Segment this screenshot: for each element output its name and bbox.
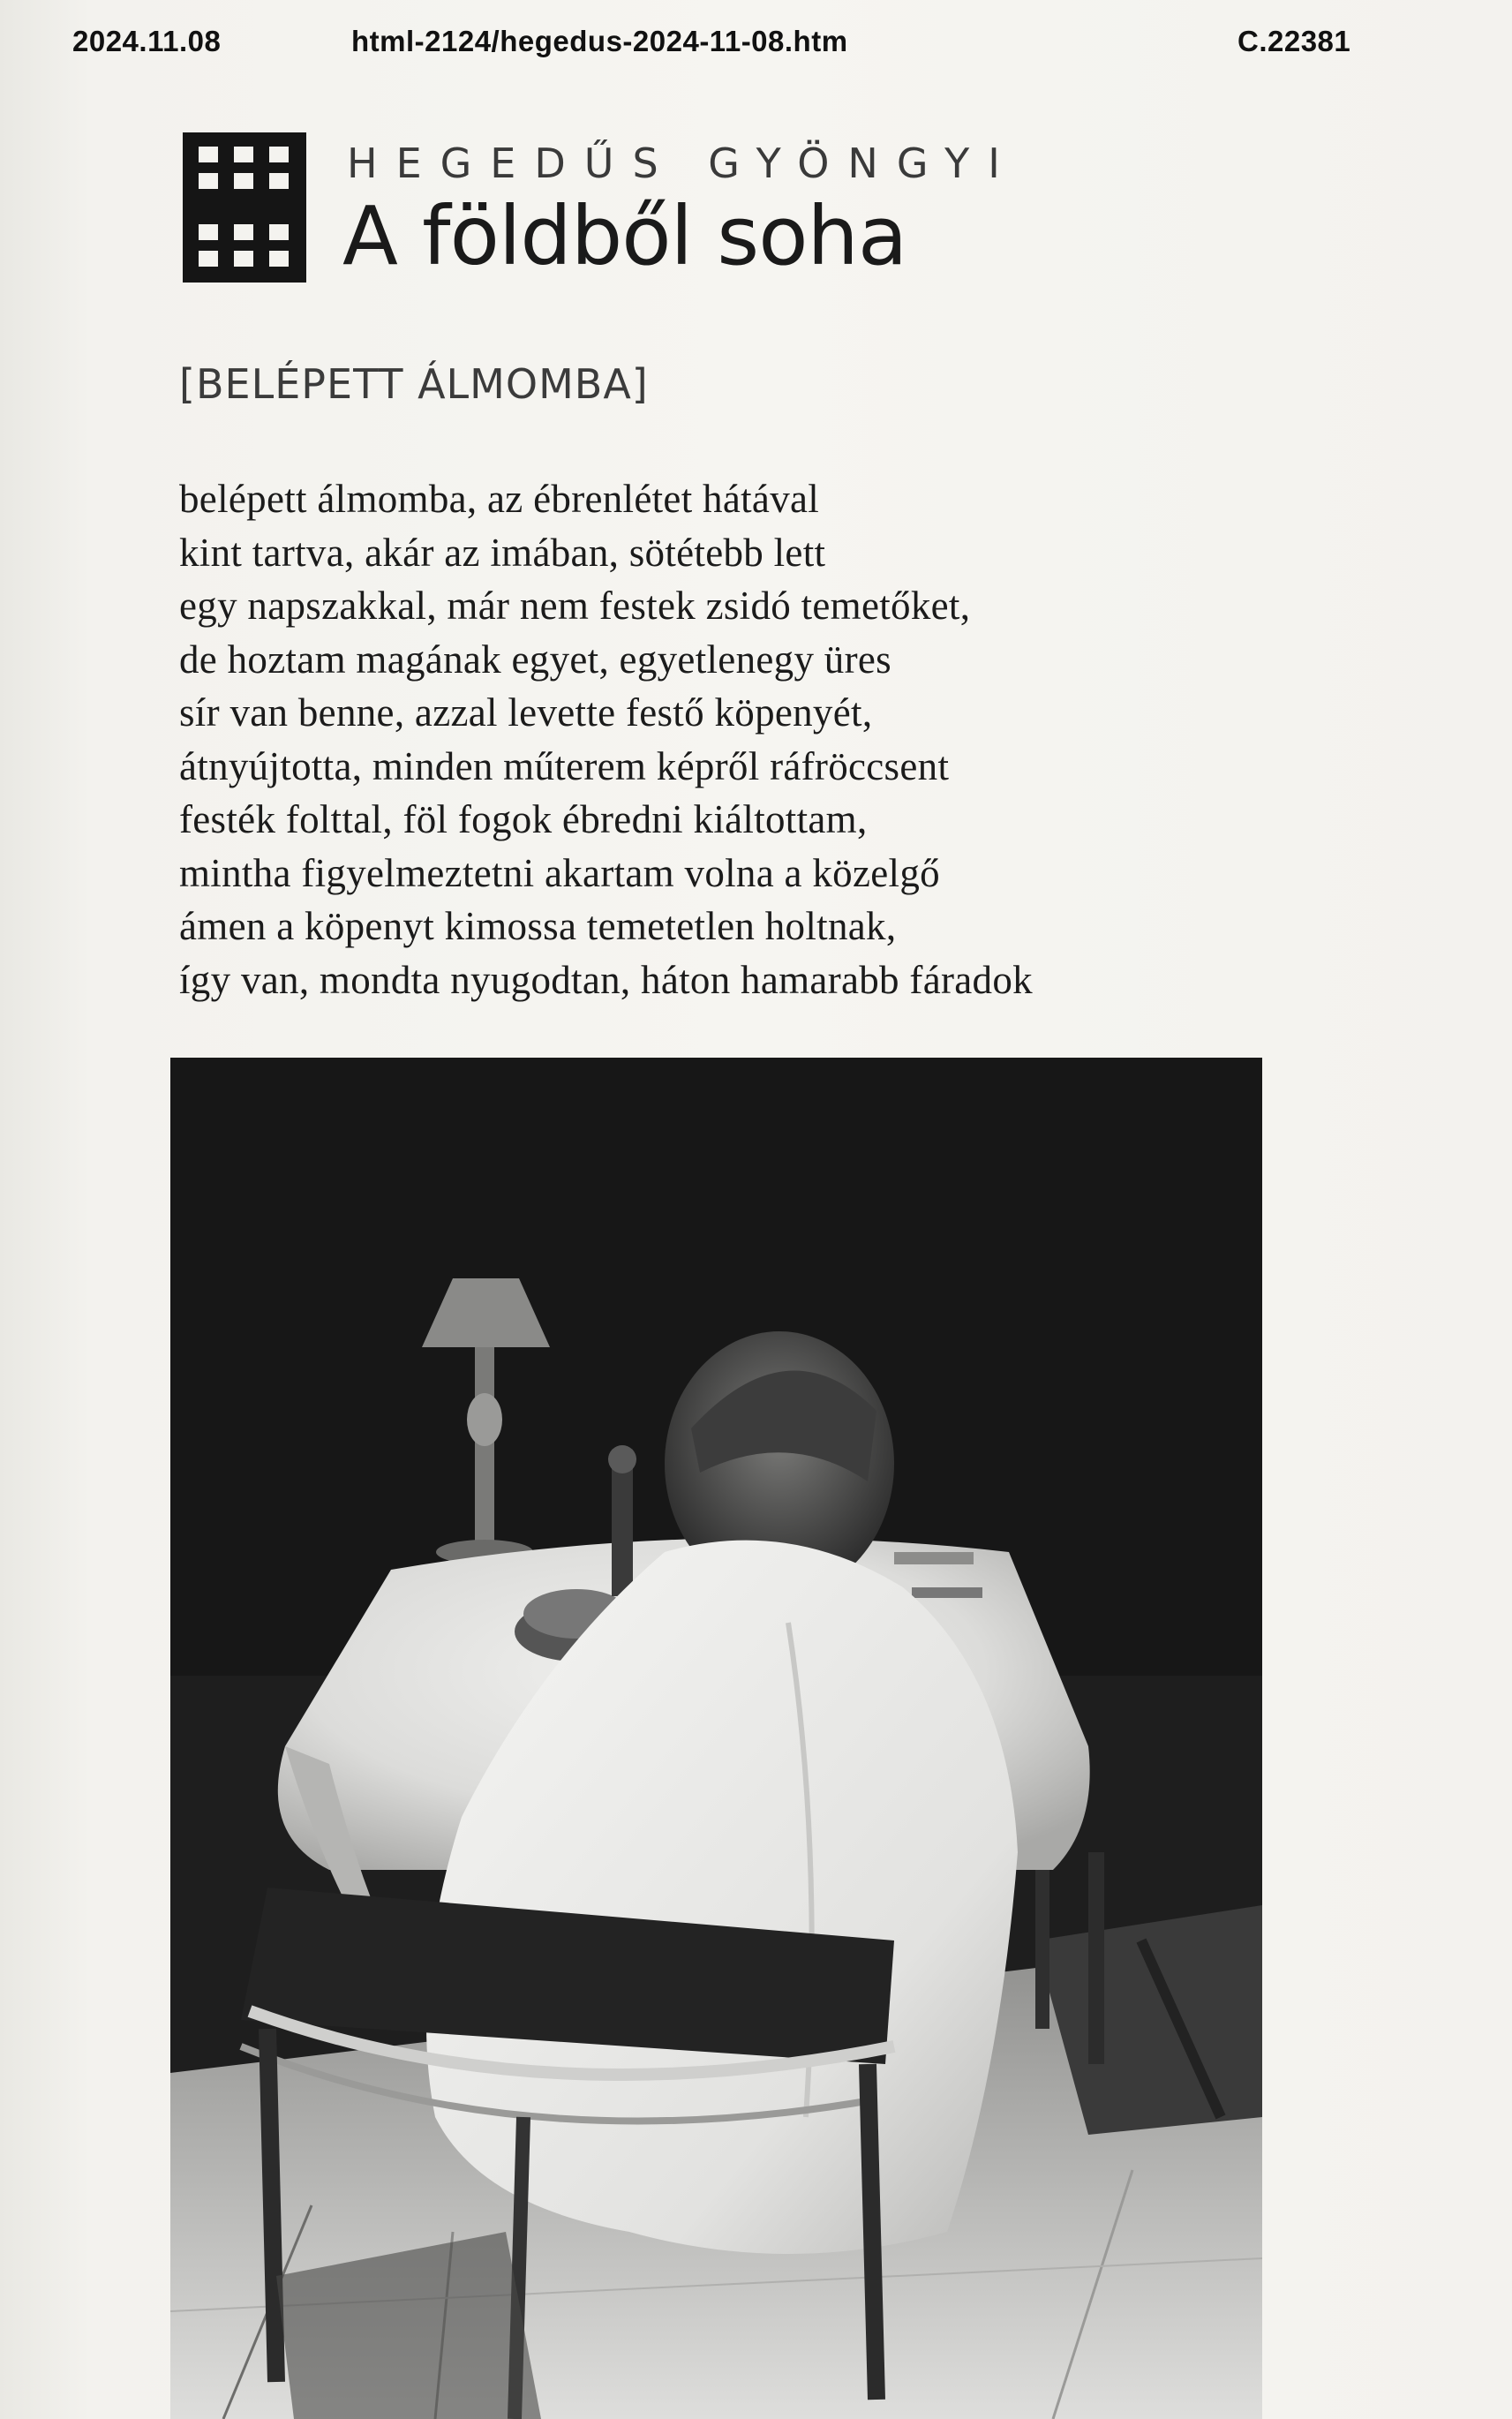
- poem-line: ámen a köpenyt kimossa temetetlen holtnak,: [179, 904, 897, 948]
- poem-line: kint tartva, akár az imában, sötétebb lett: [179, 530, 826, 575]
- film-strip-logo-icon: [183, 132, 306, 283]
- poem-line: így van, mondta nyugodtan, háton hamarabb fáradok: [179, 957, 1033, 1002]
- print-path: html-2124/hegedus-2024-11-08.htm: [351, 25, 848, 57]
- poem-line: belépett álmomba, az ébrenlétet hátával: [179, 477, 820, 521]
- poem-line: de hoztam magának egyet, egyetlenegy üres: [179, 637, 891, 682]
- poem-body: [179, 472, 1283, 1006]
- print-code: C.22381: [1237, 25, 1351, 57]
- author-name: HEGEDŰS GYÖNGYI: [347, 139, 1019, 187]
- poem-line: festék folttal, föl fogok ébredni kiáltottam,: [179, 797, 868, 841]
- poem-line: egy napszakkal, már nem festek zsidó temetőket,: [179, 584, 971, 628]
- poem-title: [BELÉPETT ÁLMOMBA]: [179, 360, 649, 408]
- poem-line: mintha figyelmeztetni akartam volna a közelgő: [179, 850, 940, 895]
- photograph: [170, 1058, 1262, 2419]
- poem-line: átnyújtotta, minden műterem képről ráfröccsent: [179, 743, 950, 788]
- page-title: A földből soha: [342, 189, 907, 283]
- poem-line: sír van benne, azzal levette festő köpenyét,: [179, 690, 873, 735]
- print-date: 2024.11.08: [72, 25, 222, 57]
